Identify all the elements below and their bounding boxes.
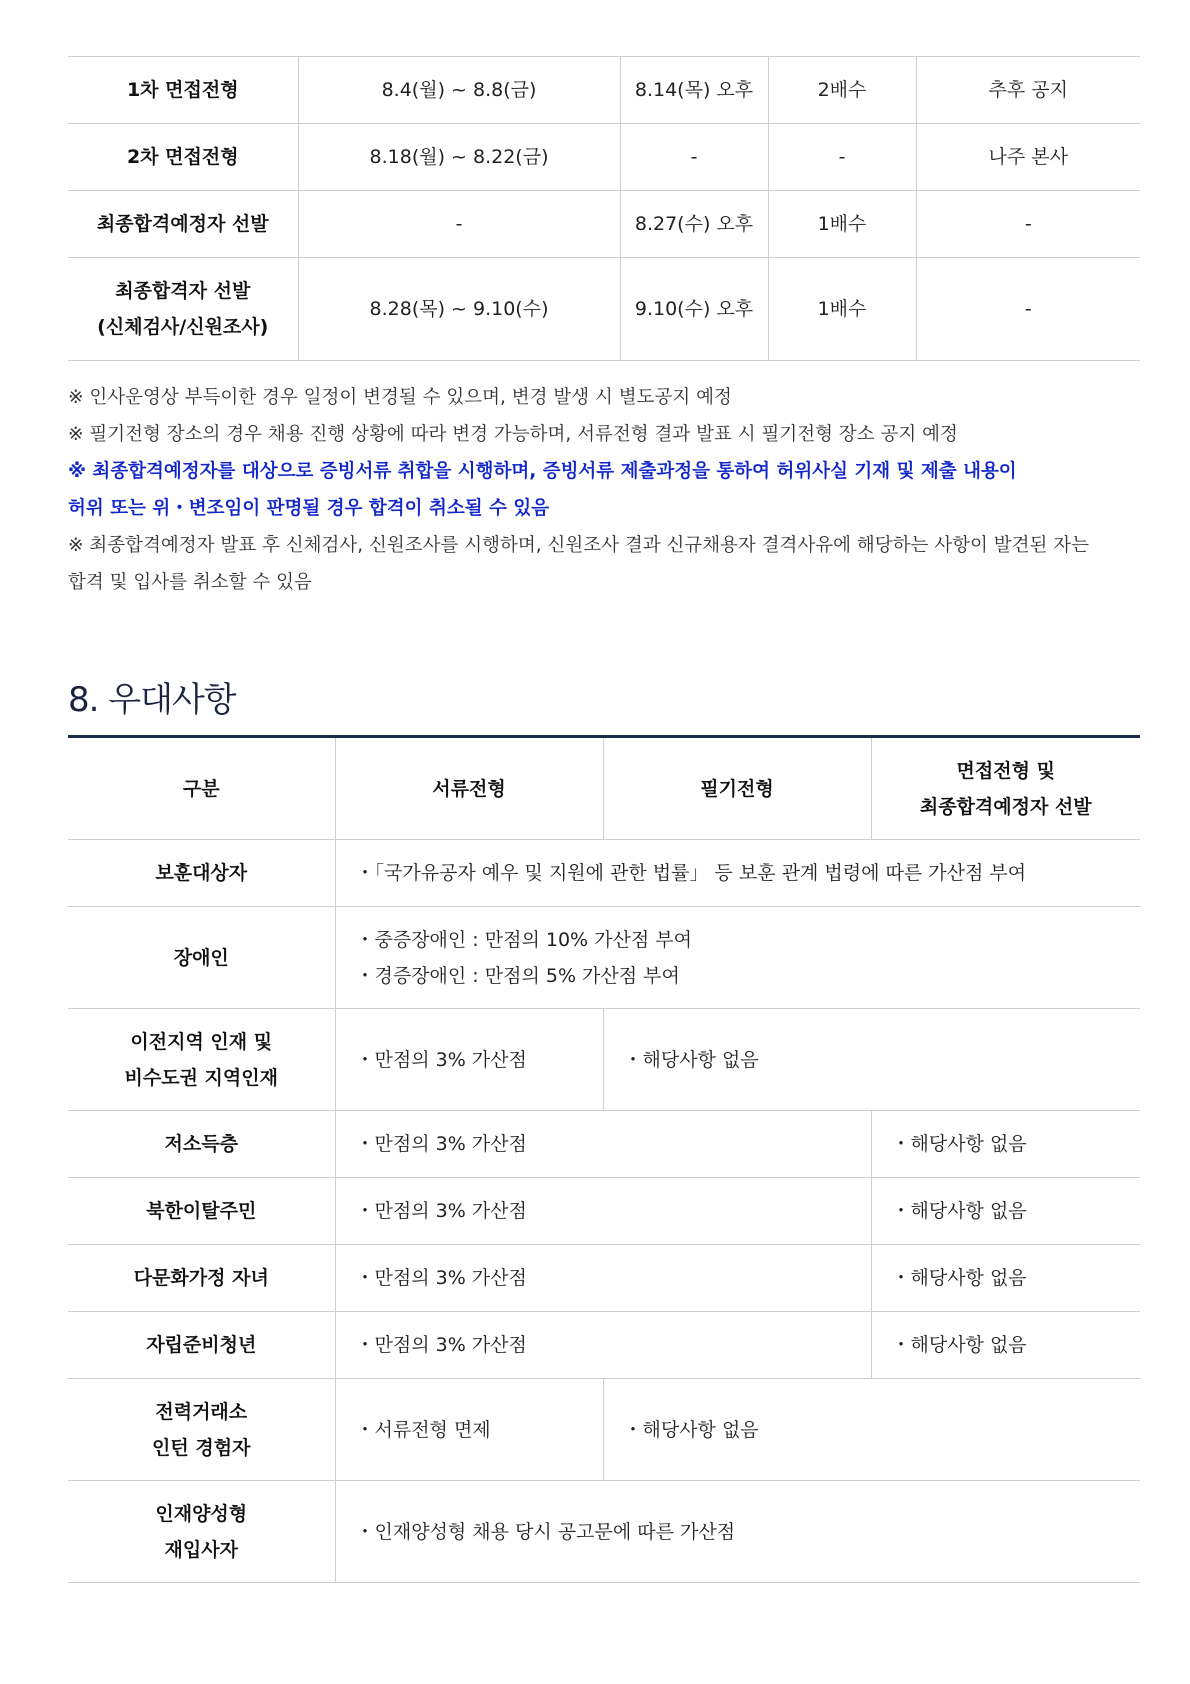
note-document-verification — [68, 453, 1140, 527]
period-cell: 8.28(목) ~ 9.10(수) — [298, 258, 620, 361]
stage-line: (신체검사/신원조사) — [97, 316, 269, 338]
section-title: 8. 우대사항 — [68, 680, 236, 720]
benefit-cell: ・해당사항 없음 — [603, 1379, 1140, 1481]
place-cell: - — [916, 258, 1140, 361]
document-page — [68, 56, 1140, 1583]
stage-cell: 2차 면접전형 — [68, 124, 298, 191]
benefit-cell: ・만점의 3% 가산점 — [335, 1178, 871, 1245]
header-document: 서류전형 — [335, 738, 603, 840]
announce-cell: 9.10(수) 오후 — [620, 258, 768, 361]
header-written: 필기전형 — [603, 738, 871, 840]
header-interview — [871, 738, 1140, 840]
announce-cell: 8.14(목) 오후 — [620, 57, 768, 124]
row-label: 저소득층 — [68, 1111, 335, 1178]
notes-block — [68, 379, 1140, 601]
preference-table — [68, 738, 1140, 1583]
benefit-cell: ・만점의 3% 가산점 — [335, 1111, 871, 1178]
note-line: 합격 및 입사를 취소할 수 있음 — [68, 572, 312, 593]
period-cell: 8.4(월) ~ 8.8(금) — [298, 57, 620, 124]
benefit-cell: ・해당사항 없음 — [871, 1178, 1140, 1245]
table-row — [68, 57, 1140, 124]
row-label — [68, 1379, 335, 1481]
benefit-line: ・중증장애인 : 만점의 10% 가산점 부여 — [355, 928, 692, 951]
note-schedule-change: ※ 인사운영상 부득이한 경우 일정이 변경될 수 있으며, 변경 발생 시 별도공지 예정 — [68, 387, 732, 408]
table-row — [68, 1481, 1140, 1583]
schedule-table — [68, 56, 1140, 361]
table-row — [68, 840, 1140, 907]
benefit-cell: ・「국가유공자 예우 및 지원에 관한 법률」 등 보훈 관계 법령에 따른 가산점 부여 — [335, 840, 1140, 907]
benefit-cell: ・해당사항 없음 — [871, 1245, 1140, 1312]
benefit-cell: ・만점의 3% 가산점 — [335, 1009, 603, 1111]
note-background-check — [68, 527, 1140, 601]
stage-line: 최종합격자 선발 — [115, 280, 251, 302]
row-label: 북한이탈주민 — [68, 1178, 335, 1245]
header-line: 최종합격예정자 선발 — [919, 795, 1092, 818]
table-row — [68, 907, 1140, 1009]
label-line: 인재양성형 — [155, 1502, 248, 1525]
table-row — [68, 258, 1140, 361]
table-row — [68, 1312, 1140, 1379]
label-line: 재입사자 — [164, 1538, 238, 1561]
table-row — [68, 1245, 1140, 1312]
row-label — [68, 1481, 335, 1583]
place-cell: 추후 공지 — [916, 57, 1140, 124]
benefit-line: ・경증장애인 : 만점의 5% 가산점 부여 — [355, 964, 680, 987]
benefit-cell: ・만점의 3% 가산점 — [335, 1312, 871, 1379]
header-line: 면접전형 및 — [956, 759, 1055, 782]
benefit-cell: ・해당사항 없음 — [871, 1111, 1140, 1178]
header-category: 구분 — [68, 738, 335, 840]
place-cell: 나주 본사 — [916, 124, 1140, 191]
table-row — [68, 1009, 1140, 1111]
label-line: 이전지역 인재 및 — [130, 1030, 273, 1053]
period-cell: - — [298, 191, 620, 258]
benefit-cell: ・만점의 3% 가산점 — [335, 1245, 871, 1312]
label-line: 비수도권 지역인재 — [124, 1066, 278, 1089]
announce-cell: 8.27(수) 오후 — [620, 191, 768, 258]
stage-cell: 1차 면접전형 — [68, 57, 298, 124]
label-line: 인턴 경험자 — [152, 1436, 251, 1459]
table-row — [68, 1111, 1140, 1178]
row-label: 보훈대상자 — [68, 840, 335, 907]
place-cell: - — [916, 191, 1140, 258]
label-line: 전력거래소 — [155, 1400, 248, 1423]
note-line: 허위 또는 위・변조임이 판명될 경우 합격이 취소될 수 있음 — [68, 498, 550, 519]
benefit-cell: ・해당사항 없음 — [871, 1312, 1140, 1379]
announce-cell: - — [620, 124, 768, 191]
row-label: 자립준비청년 — [68, 1312, 335, 1379]
note-exam-location: ※ 필기전형 장소의 경우 채용 진행 상황에 따라 변경 가능하며, 서류전형 결과 발표 시 필기전형 장소 공지 예정 — [68, 424, 958, 445]
row-label: 장애인 — [68, 907, 335, 1009]
benefit-cell: ・해당사항 없음 — [603, 1009, 1140, 1111]
ratio-cell: 1배수 — [768, 191, 916, 258]
period-cell: 8.18(월) ~ 8.22(금) — [298, 124, 620, 191]
benefit-cell: ・서류전형 면제 — [335, 1379, 603, 1481]
stage-cell: 최종합격예정자 선발 — [68, 191, 298, 258]
ratio-cell: 2배수 — [768, 57, 916, 124]
note-line: ※ 최종합격예정자 발표 후 신체검사, 신원조사를 시행하며, 신원조사 결과 신규채용자 결격사유에 해당하는 사항이 발견된 자는 — [68, 535, 1090, 556]
table-header-row — [68, 738, 1140, 840]
benefit-cell — [335, 907, 1140, 1009]
table-row — [68, 191, 1140, 258]
table-row — [68, 124, 1140, 191]
stage-cell — [68, 258, 298, 361]
table-row — [68, 1379, 1140, 1481]
benefit-cell: ・인재양성형 채용 당시 공고문에 따른 가산점 — [335, 1481, 1140, 1583]
note-line: ※ 최종합격예정자를 대상으로 증빙서류 취합을 시행하며, 증빙서류 제출과정을 통하여 허위사실 기재 및 제출 내용이 — [68, 461, 1017, 482]
ratio-cell: - — [768, 124, 916, 191]
ratio-cell: 1배수 — [768, 258, 916, 361]
table-row — [68, 1178, 1140, 1245]
row-label: 다문화가정 자녀 — [68, 1245, 335, 1312]
row-label — [68, 1009, 335, 1111]
